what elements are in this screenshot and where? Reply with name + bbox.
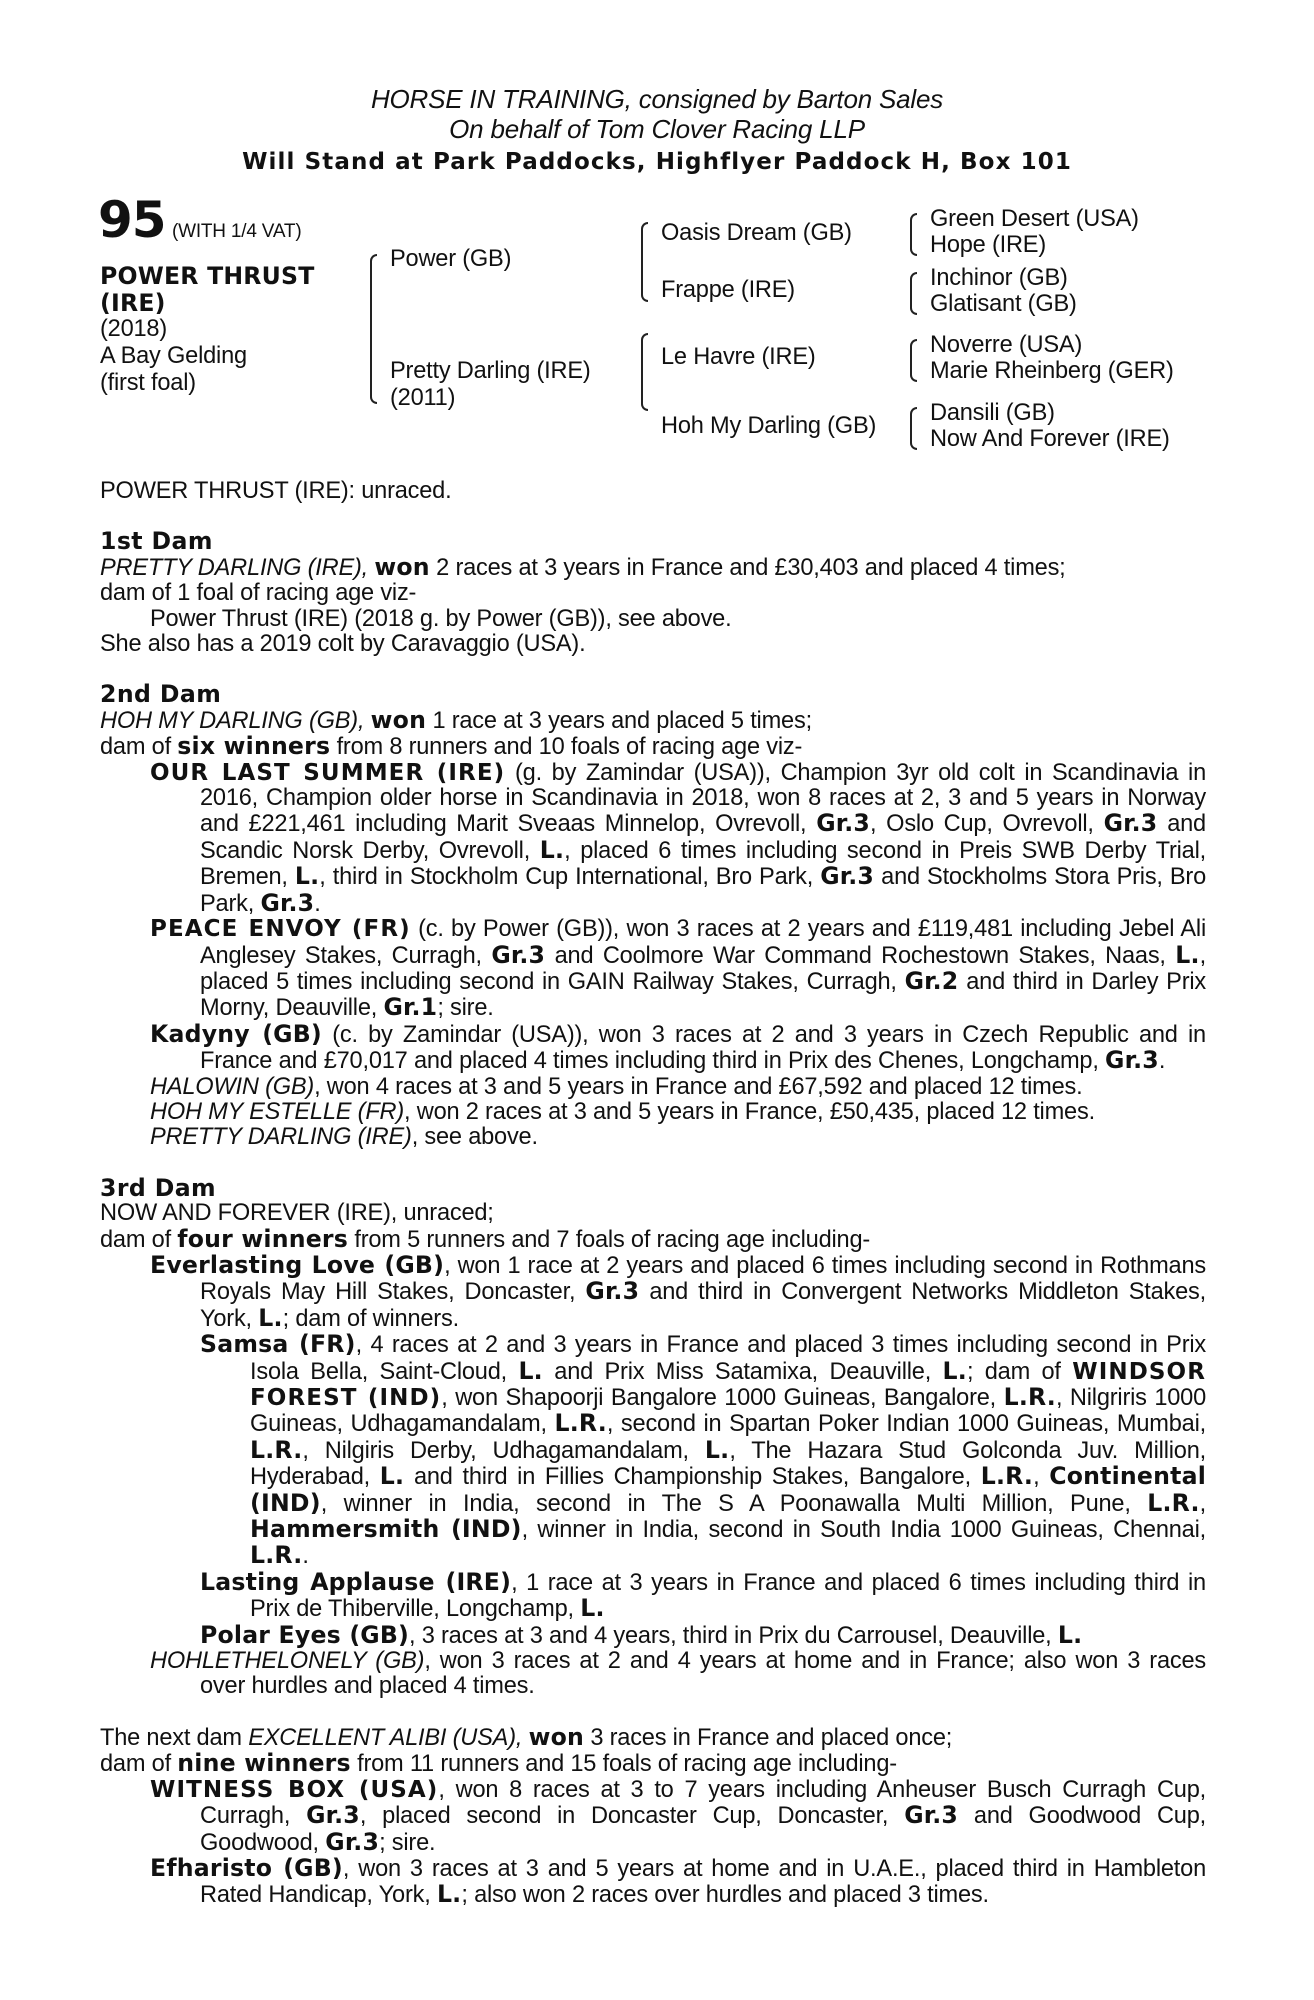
pedigree-g4: Glatisant (GB) — [930, 291, 1077, 317]
sire-line-bracket — [641, 222, 648, 302]
second-dam-record: 1 race at 3 years and placed 5 times; — [432, 707, 812, 734]
entry-text: . — [1158, 1048, 1166, 1075]
grade-label: L. — [704, 1435, 730, 1464]
entry-text: , 4 races at 2 and 3 years in France and placed 3 times including second in Prix Isola Bella, Saint-Cloud, — [250, 1332, 1206, 1385]
entry-text: , won 2 races at 3 and 5 years in France, £50,435, placed 12 times. — [404, 1098, 1095, 1125]
first-dam-record: 2 races at 3 years in France and £30,403 and placed 4 times; — [436, 554, 1066, 581]
entry-name: Polar Eyes (GB) — [200, 1620, 410, 1649]
entry-text: and Scandic Norsk Derby, Ovrevoll, — [200, 811, 1206, 864]
entry-text: , won 8 races at 3 to 7 years including Anheuser Busch Curragh Cup, Curragh, — [200, 1776, 1206, 1830]
second-dam-line — [100, 705, 1206, 734]
horse-country: (IRE) — [100, 289, 166, 317]
grade-label: L.R. — [554, 1409, 607, 1438]
second-dam-produce-line — [100, 734, 1206, 760]
entry-text: , won 4 races at 3 and 5 years in France and £67,592 and placed 12 times. — [314, 1073, 1083, 1100]
third-dam-dam-of: dam of — [100, 1226, 171, 1253]
grade-label: Gr.3 — [1105, 1046, 1159, 1075]
produce-entry — [100, 1019, 1206, 1075]
entry-text: and Coolmore War Command Rochestown Stakes, Naas, — [554, 942, 1166, 969]
entry-name: Lasting Applause (IRE) — [200, 1567, 512, 1596]
pedigree-dam: Pretty Darling (IRE) — [390, 358, 591, 384]
foal-note: (first foal) — [100, 370, 196, 396]
foaling-year: (2018) — [100, 316, 168, 342]
entry-text: , 1 race at 3 years in France and placed 6 times including third in Prix de Thiberville, Longchamp, — [250, 1569, 1206, 1623]
fourth-dam-intro: The next dam — [100, 1724, 242, 1751]
entry-text: and Goodwood Cup, Goodwood, — [200, 1803, 1206, 1856]
pedigree-g5: Noverre (USA) — [930, 332, 1083, 358]
pedigree-g7: Dansili (GB) — [930, 400, 1055, 426]
produce-entry — [100, 761, 1206, 917]
entry-text: (g. by Zamindar (USA)), Champion 3yr old colt in Scandinavia in 2016, Champion older horse in Scandinavia in 2018, won 8 races at 2, 3 and 5 years in Norway and £221,461 including Marit Sveaas Minnelop, Ovrevoll, — [200, 759, 1207, 838]
entry-text: , won 1 race at 2 years and placed 6 times including second in Rothmans Royals May Hill Stakes, Doncaster, — [200, 1252, 1206, 1306]
first-dam-name: PRETTY DARLING (IRE), — [100, 554, 369, 581]
produce-entry — [100, 1649, 1206, 1700]
entry-name: Continental (IND) — [250, 1462, 1207, 1517]
grade-label: Gr.3 — [585, 1277, 640, 1306]
first-dam-heading: 1st Dam — [100, 527, 213, 556]
pedigree-sire-sire: Oasis Dream (GB) — [661, 220, 852, 246]
first-dam-foal: Power Thrust (IRE) (2018 g. by Power (GB)), see above. — [150, 605, 732, 632]
produce-entry — [100, 1567, 1206, 1623]
pedigree-g8: Now And Forever (IRE) — [930, 426, 1170, 452]
entry-name: Hammersmith (IND) — [250, 1515, 522, 1544]
entry-text: and third in Darley Prix Morny, Deauville, — [200, 968, 1206, 1022]
grade-label: L. — [1175, 940, 1200, 969]
entry-text: , placed 5 times including second in GAIN Railway Stakes, Curragh, — [200, 942, 1207, 995]
entry-name: OUR LAST SUMMER (IRE) — [150, 759, 506, 786]
consignor-line: HORSE IN TRAINING, consigned by Barton Sales — [370, 84, 944, 114]
grade-label: Gr.3 — [816, 809, 871, 838]
produce-entry — [100, 917, 1206, 1022]
grade-label: L.R. — [1147, 1488, 1200, 1517]
third-dam-winners: four winners — [177, 1224, 348, 1253]
g1-bracket — [910, 213, 917, 256]
entry-name: Efharisto (GB) — [150, 1853, 343, 1882]
first-dam-line — [100, 552, 1206, 581]
grade-label: L. — [379, 1462, 405, 1491]
grade-label: L. — [436, 1880, 462, 1909]
entry-text: and third in Fillies Championship Stakes, Bangalore, — [413, 1464, 971, 1491]
fourth-dam-name: EXCELLENT ALIBI (USA), — [248, 1724, 523, 1751]
entry-text: , — [1199, 1490, 1207, 1517]
entry-name: Everlasting Love (GB) — [150, 1250, 445, 1279]
entry-text: , see above. — [411, 1124, 538, 1151]
grade-label: Gr.3 — [306, 1801, 360, 1830]
family-text — [100, 479, 1206, 1909]
dam-line-bracket — [641, 333, 648, 411]
entry-text: ; also won 2 races over hurdles and placed 3 times. — [461, 1882, 989, 1909]
produce-entry — [100, 1620, 1206, 1649]
entry-name: Kadyny (GB) — [150, 1019, 322, 1048]
entry-text: , won Shapoorji Bangalore 1000 Guineas, Bangalore, — [441, 1385, 997, 1411]
grade-label: Gr.3 — [325, 1827, 380, 1856]
second-dam-runners: from 8 runners and 10 foals of racing age viz- — [336, 734, 803, 761]
fourth-dam-runners: from 11 runners and 15 foals of racing age including- — [357, 1751, 897, 1778]
entry-name: PEACE ENVOY (FR) — [150, 916, 411, 943]
entry-text: , won 3 races at 2 and 4 years at home and in France; also won 3 races over hurdles and placed 4 times. — [200, 1648, 1206, 1700]
g2-bracket — [910, 272, 917, 315]
entry-name: HOHLETHELONELY (GB) — [150, 1648, 425, 1675]
grade-label: Gr.3 — [904, 1801, 959, 1830]
grade-label: Gr.2 — [904, 966, 959, 995]
second-dam-heading: 2nd Dam — [100, 680, 222, 709]
horse-name: POWER THRUST — [100, 262, 315, 290]
race-record: POWER THRUST (IRE): unraced. — [100, 478, 452, 504]
grade-label: L. — [258, 1303, 283, 1332]
entry-name: WITNESS BOX (USA) — [150, 1776, 439, 1803]
entry-text: , — [1033, 1464, 1040, 1491]
sire-dam-bracket — [370, 254, 377, 404]
first-dam-also: She also has a 2019 colt by Caravaggio (USA). — [100, 631, 586, 658]
entry-text: , winner in India, second in South India 1000 Guineas, Chennai, — [521, 1517, 1206, 1544]
third-dam-runners: from 5 runners and 7 foals of racing age including- — [354, 1226, 871, 1253]
vat-note: (WITH 1/4 VAT) — [171, 221, 302, 242]
second-dam-winners: six winners — [177, 732, 331, 761]
grade-label: L. — [580, 1594, 605, 1623]
grade-label: L. — [294, 862, 320, 891]
grade-label: Gr.3 — [260, 888, 315, 917]
pedigree-dam-year: (2011) — [390, 385, 456, 411]
third-dam-name: NOW AND FOREVER (IRE), unraced; — [100, 1200, 494, 1227]
produce-entry — [100, 1075, 1206, 1100]
fourth-dam-line — [100, 1722, 1206, 1751]
pedigree-g1: Green Desert (USA) — [930, 206, 1139, 232]
entry-name: PRETTY DARLING (IRE) — [150, 1124, 412, 1151]
second-dam-name: HOH MY DARLING (GB), — [100, 707, 365, 734]
entry-text: , second in Spartan Poker Indian 1000 Guineas, Mumbai, — [606, 1411, 1206, 1438]
fourth-dam-record: 3 races in France and placed once; — [590, 1724, 953, 1751]
produce-entry — [100, 1250, 1206, 1332]
pedigree-g3: Inchinor (GB) — [930, 265, 1068, 291]
stabling-line: Will Stand at Park Paddocks, Highflyer Paddock H, Box 101 — [242, 149, 1072, 175]
entry-name: WINDSOR FOREST (IND) — [250, 1358, 1207, 1411]
pedigree-sire: Power (GB) — [390, 246, 512, 272]
entry-text: . — [302, 1543, 309, 1570]
grade-label: L. — [539, 835, 565, 864]
pedigree-g2: Hope (IRE) — [930, 232, 1047, 258]
entry-text: , Nilgriris 1000 Guineas, Udhagamandalam, — [250, 1385, 1206, 1438]
produce-entry — [100, 1853, 1206, 1909]
entry-text: , Oslo Cup, Ovrevoll, — [870, 811, 1094, 838]
pedigree-dam-dam: Hoh My Darling (GB) — [661, 413, 877, 439]
produce-entry — [100, 1125, 1206, 1150]
entry-text: ; dam of — [966, 1358, 1061, 1385]
first-dam-won: won — [374, 552, 430, 581]
entry-text: and Prix Miss Satamixa, Deauville, — [554, 1358, 932, 1385]
grade-label: Gr.1 — [383, 993, 438, 1022]
pedigree-g6: Marie Rheinberg (GER) — [930, 358, 1174, 384]
produce-entry — [100, 1778, 1206, 1856]
entry-text: ; dam of winners. — [282, 1305, 459, 1332]
lot-number-row — [98, 191, 302, 249]
third-dam-heading: 3rd Dam — [100, 1173, 217, 1202]
entry-name: HOH MY ESTELLE (FR) — [150, 1098, 405, 1125]
entry-name: Samsa (FR) — [200, 1330, 356, 1359]
grade-label: L. — [1057, 1620, 1083, 1649]
entry-text: , placed second in Doncaster Cup, Doncaster, — [359, 1803, 889, 1830]
entry-text: and Stockholms Stora Pris, Bro Park, — [200, 864, 1206, 917]
produce-entry — [100, 1332, 1206, 1570]
entry-text: , The Hazara Stud Golconda Juv. Million, Hyderabad, — [250, 1437, 1206, 1491]
fourth-dam-winners: nine winners — [177, 1749, 351, 1778]
entry-text: . — [314, 890, 321, 917]
grade-label: L.R. — [1003, 1383, 1056, 1411]
second-dam-won: won — [370, 705, 427, 734]
grade-label: Gr.3 — [1103, 809, 1158, 838]
entry-text: , 3 races at 3 and 4 years, third in Prix du Carrousel, Deauville, — [409, 1622, 1052, 1649]
entry-text: ; sire. — [379, 1829, 436, 1856]
entry-text: , winner in India, second in The S A Poonawalla Multi Million, Pune, — [320, 1490, 1131, 1517]
grade-label: L.R. — [980, 1462, 1034, 1491]
g4-bracket — [910, 407, 917, 450]
entry-text: (c. by Power (GB)), won 3 races at 2 years and £119,481 including Jebel Ali Anglesey Stakes, Curragh, — [200, 916, 1207, 969]
grade-label: L. — [518, 1356, 543, 1385]
on-behalf-line: On behalf of Tom Clover Racing LLP — [449, 114, 865, 144]
g3-bracket — [910, 339, 917, 382]
first-dam-foals-line: dam of 1 foal of racing age viz- — [100, 580, 417, 607]
entry-text: (c. by Zamindar (USA)), won 3 races at 2 and 3 years in Czech Republic and in France and £70,017 and placed 4 times including third in Prix des Chenes, Longchamp, — [200, 1021, 1206, 1075]
pedigree-dam-sire: Le Havre (IRE) — [661, 344, 816, 370]
grade-label: Gr.3 — [820, 862, 875, 891]
entry-text: , third in Stockholm Cup International, Bro Park, — [319, 864, 814, 891]
entry-text: , won 3 races at 3 and 5 years at home and in U.A.E., placed third in Hambleton Rated Handicap, York, — [200, 1855, 1206, 1909]
grade-label: L. — [942, 1356, 967, 1385]
fourth-dam-dam-of: dam of — [100, 1751, 171, 1778]
lot-number: 95 — [98, 191, 166, 249]
third-dam-produce-line — [100, 1224, 1206, 1253]
entry-text: , placed 6 times including second in Preis SWB Derby Trial, Bremen, — [200, 837, 1206, 891]
entry-text: , Nilgiris Derby, Udhagamandalam, — [302, 1437, 689, 1464]
pedigree-sire-dam: Frappe (IRE) — [661, 277, 795, 303]
second-dam-dam-of: dam of — [100, 734, 171, 761]
entry-name: HALOWIN (GB) — [150, 1073, 315, 1100]
horse-description: A Bay Gelding — [100, 343, 247, 369]
fourth-dam-produce-line — [100, 1751, 1206, 1777]
produce-entry — [100, 1100, 1206, 1125]
entry-text: and third in Convergent Networks Middleton Stakes, York, — [200, 1279, 1206, 1332]
fourth-dam-won: won — [528, 1722, 584, 1751]
grade-label: L.R. — [250, 1541, 303, 1570]
grade-label: Gr.3 — [491, 940, 546, 969]
entry-text: ; sire. — [437, 995, 494, 1022]
grade-label: L.R. — [250, 1435, 303, 1464]
